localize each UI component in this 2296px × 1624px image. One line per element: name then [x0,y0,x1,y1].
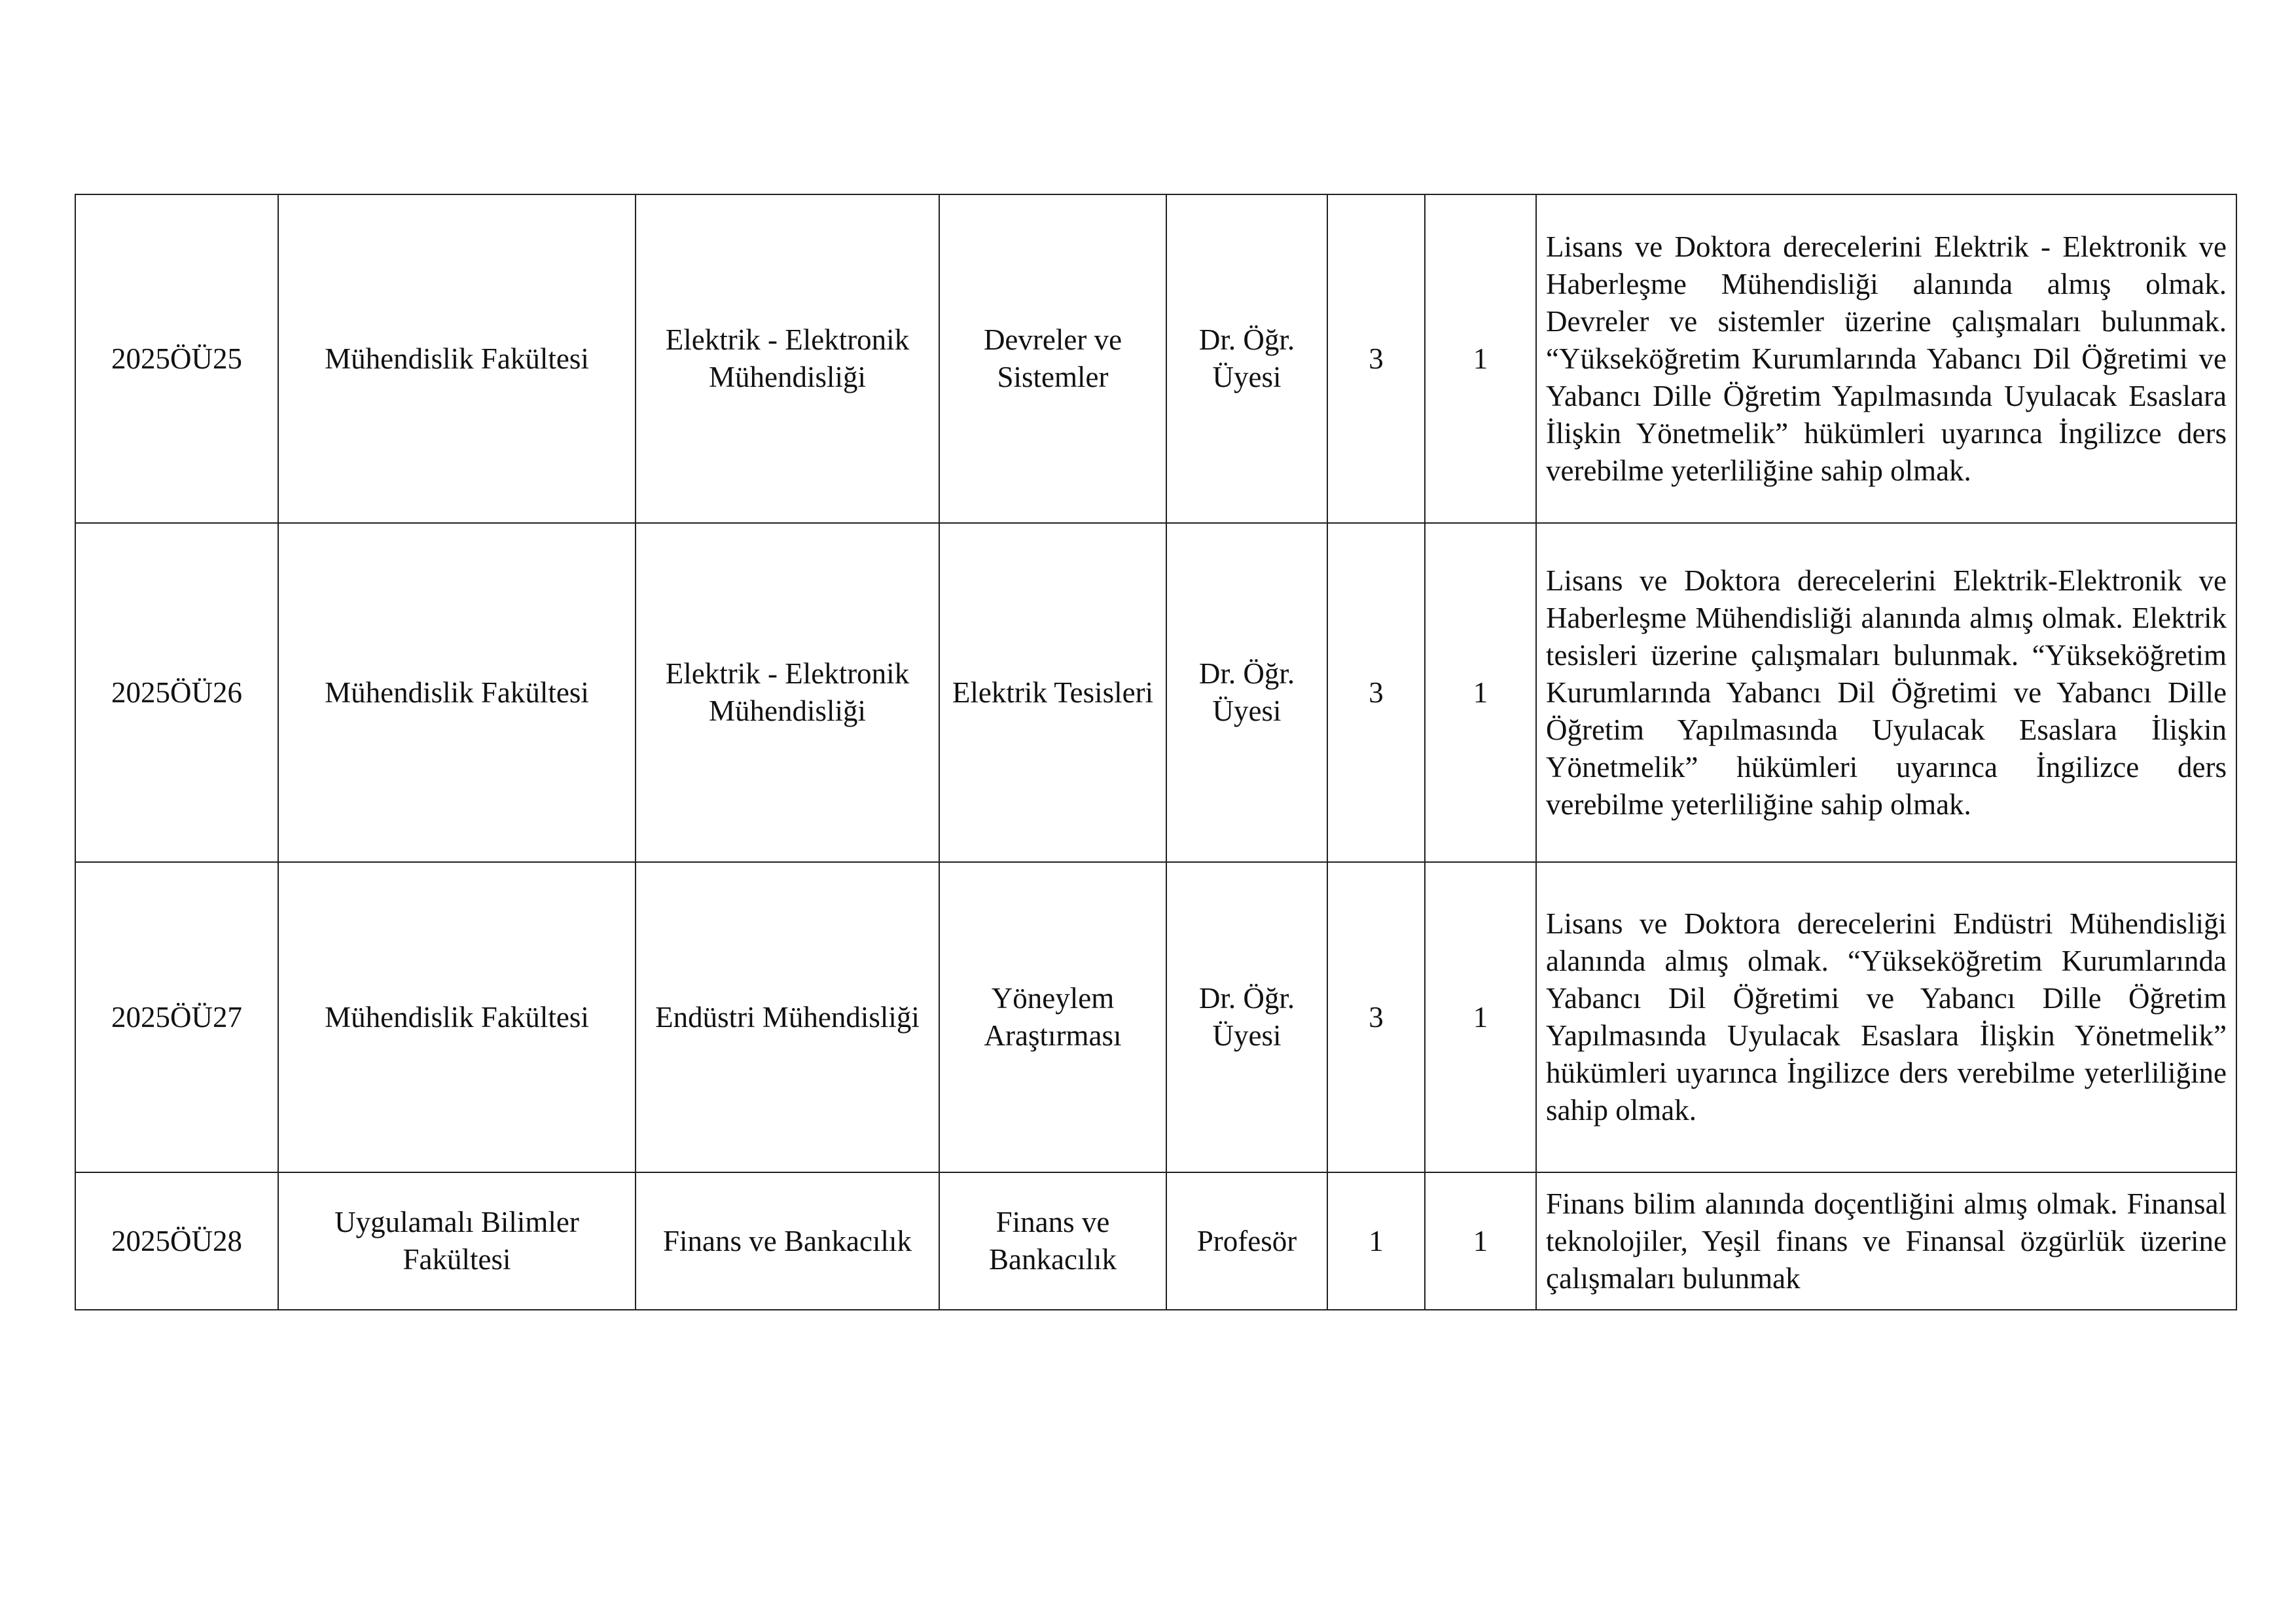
faculty-name: Mühendislik Fakültesi [278,194,636,523]
count-secondary: 1 [1425,862,1536,1172]
academic-title: Dr. Öğr. Üyesi [1166,194,1327,523]
department-name: Elektrik - Elektronik Mühendisliği [636,523,939,862]
academic-title: Profesör [1166,1172,1327,1310]
table-row [75,1172,2236,1310]
count-secondary: 1 [1425,1172,1536,1310]
department-name: Elektrik - Elektronik Mühendisliği [636,194,939,523]
faculty-name: Uygulamalı Bilimler Fakültesi [278,1172,636,1310]
department-name: Endüstri Mühendisliği [636,862,939,1172]
field-name: Elektrik Tesisleri [939,523,1166,862]
requirements-text: Lisans ve Doktora derecelerini Endüstri Mühendisliği alanında almış olmak. “Yükseköğretim Kurumlarında Yabancı Dil Öğretimi ve Yabancı Dille Öğretim Yapılmasında Uyulacak Esaslara İlişkin Yönetmelik” hükümleri uyarınca İngilizce ders verebilme yeterliliğine sahip olmak. [1536,862,2236,1172]
requirements-text: Lisans ve Doktora derecelerini Elektrik-Elektronik ve Haberleşme Mühendisliği alanında almış olmak. Elektrik tesisleri üzerine çalışmaları bulunmak. “Yükseköğretim Kurumlarında Yabancı Dil Öğretimi ve Yabancı Dille Öğretim Yapılmasında Uyulacak Esaslara İlişkin Yönetmelik” hükümleri uyarınca İngilizce ders verebilme yeterliliğine sahip olmak. [1536,523,2236,862]
field-name: Devreler ve Sistemler [939,194,1166,523]
academic-title: Dr. Öğr. Üyesi [1166,523,1327,862]
count-secondary: 1 [1425,523,1536,862]
requirements-text: Lisans ve Doktora derecelerini Elektrik - Elektronik ve Haberleşme Mühendisliği alanında almış olmak. Devreler ve sistemler üzerine çalışmaları bulunmak. “Yükseköğretim Kurumlarında Yabancı Dil Öğretimi ve Yabancı Dille Öğretim Yapılmasında Uyulacak Esaslara İlişkin Yönetmelik” hükümleri uyarınca İngilizce ders verebilme yeterliliğine sahip olmak. [1536,194,2236,523]
count-primary: 3 [1327,523,1425,862]
table-row [75,194,2236,523]
count-primary: 3 [1327,862,1425,1172]
field-name: Finans ve Bankacılık [939,1172,1166,1310]
position-code: 2025ÖÜ28 [75,1172,278,1310]
department-name: Finans ve Bankacılık [636,1172,939,1310]
position-code: 2025ÖÜ25 [75,194,278,523]
count-primary: 1 [1327,1172,1425,1310]
count-secondary: 1 [1425,194,1536,523]
field-name: Yöneylem Araştırması [939,862,1166,1172]
count-primary: 3 [1327,194,1425,523]
faculty-name: Mühendislik Fakültesi [278,862,636,1172]
position-code: 2025ÖÜ27 [75,862,278,1172]
requirements-text: Finans bilim alanında doçentliğini almış olmak. Finansal teknolojiler, Yeşil finans ve Finansal özgürlük üzerine çalışmaları bulunmak [1536,1172,2236,1310]
table-row [75,523,2236,862]
faculty-name: Mühendislik Fakültesi [278,523,636,862]
position-listing-table [75,194,2237,1310]
table-row [75,862,2236,1172]
academic-title: Dr. Öğr. Üyesi [1166,862,1327,1172]
position-code: 2025ÖÜ26 [75,523,278,862]
